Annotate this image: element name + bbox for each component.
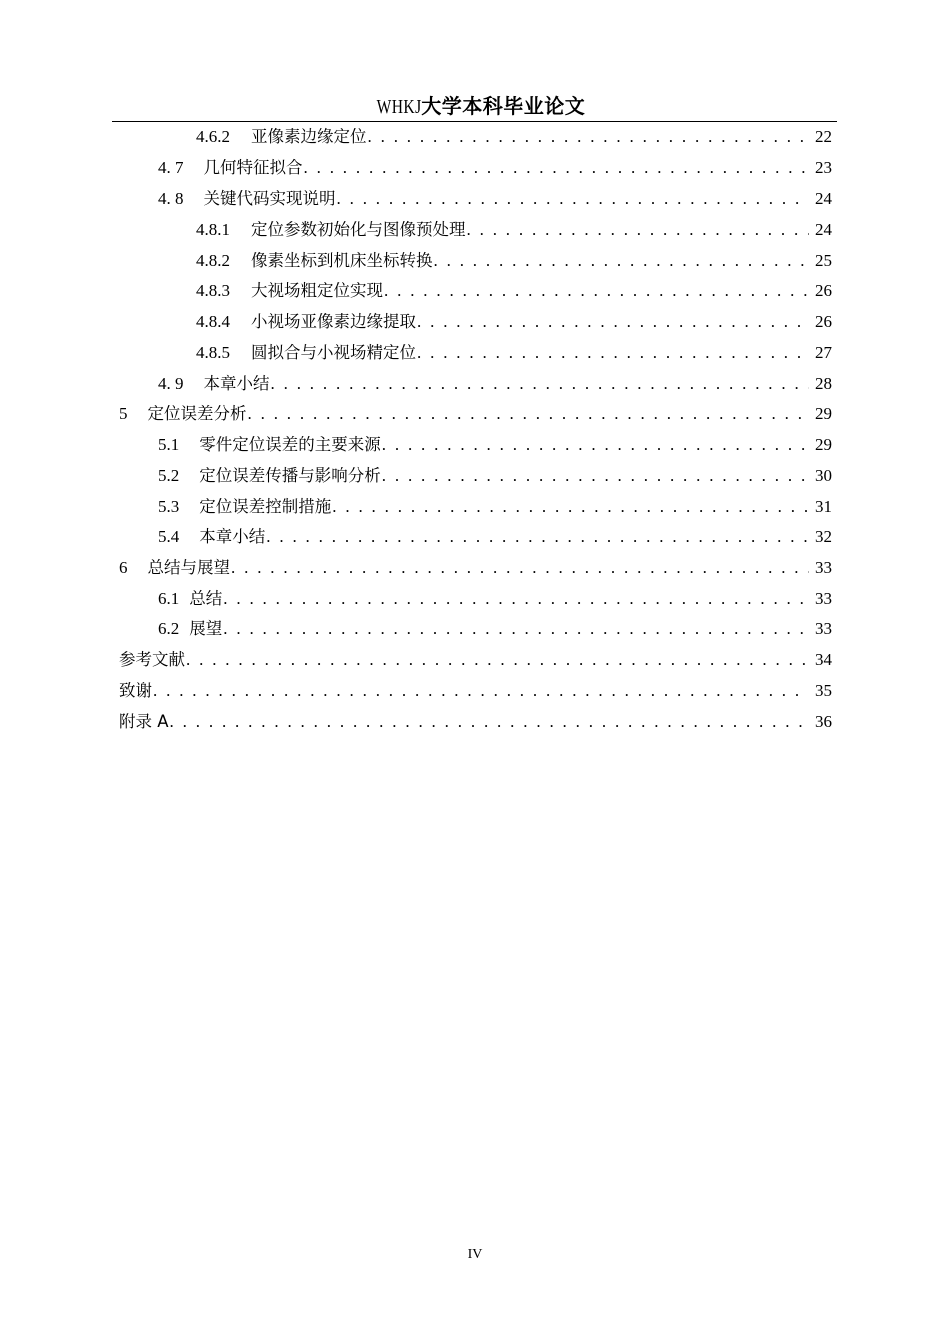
toc-leader — [304, 157, 810, 179]
toc-leader — [332, 496, 809, 518]
toc-page: 22 — [815, 127, 832, 146]
toc-leader — [170, 711, 809, 733]
toc-leader — [467, 219, 810, 241]
toc-number: 5.1 — [158, 435, 180, 454]
toc-title: 定位参数初始化与图像预处理 — [251, 220, 466, 239]
toc-page: 24 — [815, 220, 832, 239]
toc-title: 大视场粗定位实现 — [251, 281, 383, 300]
toc-page: 26 — [815, 312, 832, 331]
toc-title: 展望 — [189, 619, 223, 638]
toc-entry[interactable] — [158, 522, 832, 548]
toc-page: 28 — [815, 374, 832, 393]
toc-number: 4.6.2 — [196, 127, 230, 146]
toc-entry[interactable] — [196, 338, 832, 364]
toc-entry[interactable] — [196, 246, 832, 272]
toc-title: 几何特征拟合 — [203, 158, 303, 177]
header-latin: WHKJ — [376, 96, 422, 118]
toc-number: 4.8.4 — [196, 312, 230, 331]
toc-leader — [384, 280, 809, 302]
toc-entry[interactable] — [196, 122, 832, 148]
toc-number: 4.8.2 — [196, 251, 230, 270]
toc-title: 定位误差传播与影响分析 — [199, 466, 381, 485]
toc-number: 5.2 — [158, 466, 180, 485]
toc-leader — [417, 311, 809, 333]
toc-leader — [248, 403, 810, 425]
toc-number: 5 — [119, 404, 128, 423]
toc-page: 33 — [815, 619, 832, 638]
toc-leader — [434, 250, 810, 272]
toc-title: 参考文献 — [119, 650, 185, 669]
toc-entry[interactable] — [158, 153, 832, 179]
toc-leader — [382, 434, 809, 456]
toc-page: 26 — [815, 281, 832, 300]
toc-title: 小视场亚像素边缘提取 — [251, 312, 416, 331]
toc-page: 30 — [815, 466, 832, 485]
toc-page: 29 — [815, 404, 832, 423]
toc-title: 本章小结 — [199, 527, 266, 546]
toc-page: 33 — [815, 558, 832, 577]
toc-leader — [417, 342, 809, 364]
toc-entry[interactable] — [119, 645, 832, 671]
toc-page: 36 — [815, 712, 832, 731]
toc-title: 零件定位误差的主要来源 — [199, 435, 381, 454]
toc-page: 31 — [815, 497, 832, 516]
toc-leader — [368, 126, 810, 148]
toc-page: 24 — [815, 189, 832, 208]
toc-number: 4. 7 — [158, 158, 184, 177]
toc-title: 像素坐标到机床坐标转换 — [251, 251, 433, 270]
toc-number: 4.8.3 — [196, 281, 230, 300]
toc-entry[interactable] — [196, 307, 832, 333]
toc-number: 4.8.5 — [196, 343, 230, 362]
header-title: 大学本科毕业论文 — [421, 94, 586, 118]
toc-page: 23 — [815, 158, 832, 177]
toc-leader — [337, 188, 810, 210]
toc-entry[interactable] — [119, 553, 832, 579]
toc-page: 33 — [815, 589, 832, 608]
toc-title: 总结 — [189, 589, 223, 608]
toc-page: 35 — [815, 681, 832, 700]
toc-leader — [186, 649, 809, 671]
toc-title: 致谢 — [119, 681, 152, 700]
toc-leader — [223, 618, 809, 640]
toc-entry[interactable] — [158, 584, 832, 610]
toc-page: 34 — [815, 650, 832, 669]
toc-entry[interactable] — [196, 276, 832, 302]
toc-title: 附录 A — [119, 712, 169, 731]
toc-entry[interactable] — [158, 492, 832, 518]
toc-number: 4. 8 — [158, 189, 184, 208]
toc-title: 定位误差分析 — [147, 404, 247, 423]
toc-title: 圆拟合与小视场精定位 — [251, 343, 416, 362]
toc-leader — [266, 526, 809, 548]
toc-entry[interactable] — [119, 676, 832, 702]
page-number: IV — [467, 1247, 483, 1262]
toc-page: 29 — [815, 435, 832, 454]
toc-leader — [153, 680, 809, 702]
toc-leader — [223, 588, 809, 610]
toc-entry[interactable] — [119, 399, 832, 425]
toc-title: 亚像素边缘定位 — [251, 127, 367, 146]
toc-leader — [271, 373, 810, 395]
toc-number: 4. 9 — [158, 374, 184, 393]
toc-number: 6.1 — [158, 589, 180, 608]
toc-number: 6 — [119, 558, 128, 577]
toc-leader — [382, 465, 809, 487]
toc-title: 本章小结 — [203, 374, 270, 393]
toc-title: 关键代码实现说明 — [203, 189, 336, 208]
toc-leader — [231, 557, 809, 579]
toc-number: 5.3 — [158, 497, 180, 516]
toc-number: 6.2 — [158, 619, 180, 638]
toc-entry[interactable] — [119, 707, 832, 733]
toc-entry[interactable] — [158, 614, 832, 640]
toc-title: 总结与展望 — [147, 558, 230, 577]
toc-page: 25 — [815, 251, 832, 270]
toc-entry[interactable] — [158, 369, 832, 395]
toc-page: 27 — [815, 343, 832, 362]
toc-page: 32 — [815, 527, 832, 546]
toc-entry[interactable] — [158, 184, 832, 210]
toc-entry[interactable] — [158, 430, 832, 456]
running-header — [112, 92, 837, 120]
toc-entry[interactable] — [158, 461, 832, 487]
toc-entry[interactable] — [196, 215, 832, 241]
toc-number: 5.4 — [158, 527, 180, 546]
toc-number: 4.8.1 — [196, 220, 230, 239]
toc-title: 定位误差控制措施 — [199, 497, 332, 516]
